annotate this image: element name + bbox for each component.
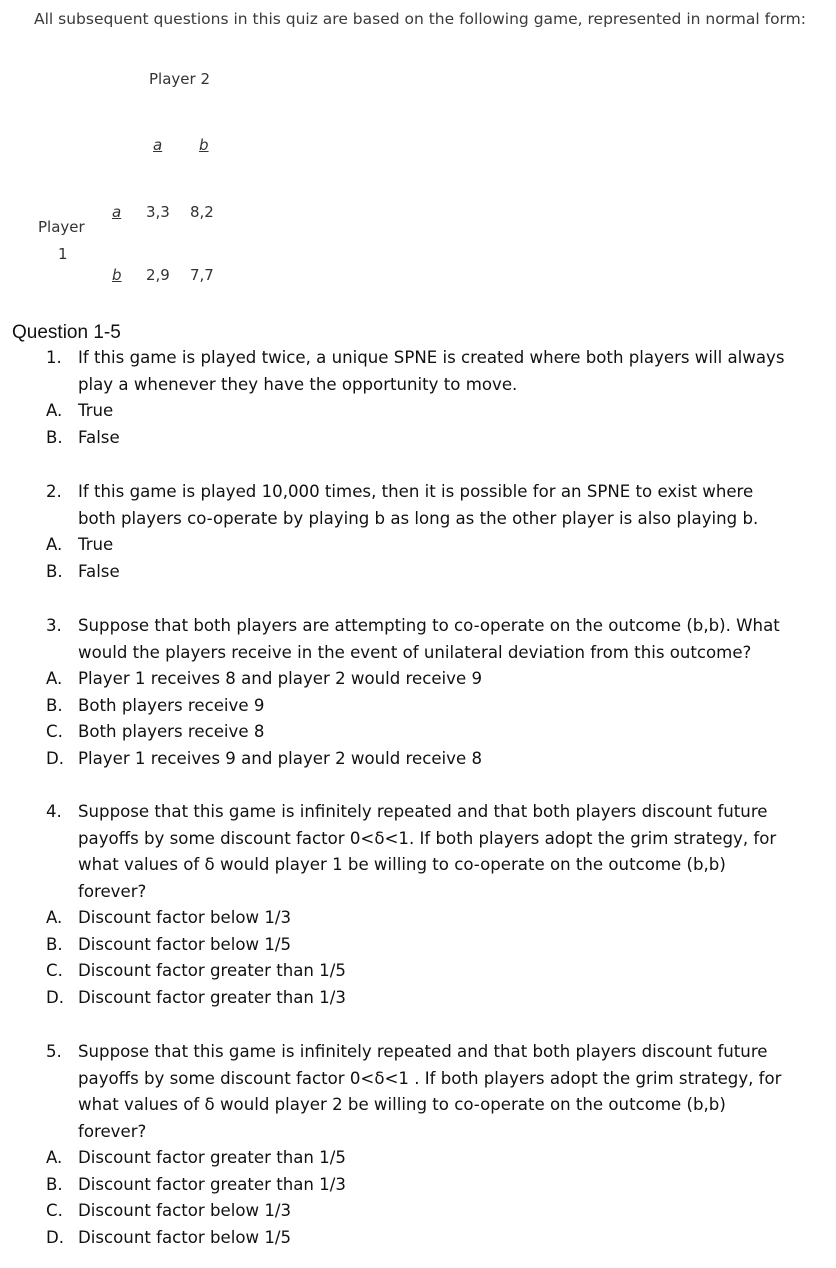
option-text: Discount factor greater than 1/3 [78,1174,346,1194]
payoff-cell-bb: 7,7 [190,266,214,284]
intro-text: All subsequent questions in this quiz are based on the following game, represented in normal form: [34,10,806,28]
question-number: 3. [46,616,62,635]
option-text: Discount factor below 1/5 [78,934,292,954]
answer-option-c[interactable] [46,719,806,746]
option-text: Discount factor greater than 1/5 [78,1148,346,1167]
section-title: Question 1-5 [12,322,121,343]
answer-option-c[interactable] [46,958,806,985]
option-letter: B. [46,1174,63,1194]
stem-line: both players co-operate by playing b as long as the other player is also playing b. [78,508,759,528]
option-letter: A. [46,535,63,554]
answer-option-a[interactable] [46,398,806,425]
answer-option-c[interactable] [46,1198,806,1225]
answer-option-b[interactable] [46,1172,806,1199]
option-text: Both players receive 8 [78,722,265,741]
col-strategy-b: b [199,136,209,154]
player1-label: Player [38,218,85,236]
answer-option-b[interactable] [46,559,806,586]
answer-option-a[interactable] [46,905,806,932]
answer-option-d[interactable] [46,1225,806,1252]
stem-line: payoffs by some discount factor 0<δ<1 . If both players adopt the grim strategy, for [78,1068,782,1088]
option-letter: B. [46,695,63,715]
player1-label-number: 1 [58,245,68,263]
answer-option-d[interactable] [46,985,806,1012]
question-stem [78,479,830,532]
payoff-cell-ba: 2,9 [146,266,170,284]
payoff-cell-ab: 8,2 [190,203,214,221]
answer-option-b[interactable] [46,693,806,720]
option-letter: B. [46,561,63,581]
stem-line: play a whenever they have the opportunity to move. [78,374,518,394]
option-letter: C. [46,961,63,980]
option-letter: C. [46,1201,63,1220]
payoff-cell-aa: 3,3 [146,203,170,221]
option-letter: D. [46,987,65,1007]
stem-line: If this game is played 10,000 times, then it is possible for an SPNE to exist where [78,482,754,501]
question-stem [78,799,830,905]
answer-option-a[interactable] [46,1145,806,1172]
row-strategy-a: a [112,203,122,221]
stem-line: forever? [78,1121,147,1141]
question-number: 5. [46,1042,62,1061]
question-number: 1. [46,348,62,367]
option-letter: B. [46,934,63,954]
option-text: Discount factor below 1/3 [78,1201,292,1220]
option-text: Discount factor greater than 1/5 [78,961,346,980]
option-text: False [78,561,120,581]
option-text: Player 1 receives 8 and player 2 would receive 9 [78,669,483,688]
option-letter: B. [46,427,63,447]
option-letter: D. [46,1227,65,1247]
answer-option-b[interactable] [46,425,806,452]
option-text: Discount factor greater than 1/3 [78,987,346,1007]
stem-line: Suppose that both players are attempting to co-operate on the outcome (b,b). What [78,616,780,635]
option-text: Both players receive 9 [78,695,265,715]
option-letter: A. [46,1148,63,1167]
option-text: True [78,401,114,420]
option-text: True [78,535,114,554]
stem-line: payoffs by some discount factor 0<δ<1. If both players adopt the grim strategy, for [78,828,777,848]
stem-line: Suppose that this game is infinitely repeated and that both players discount future [78,1042,768,1061]
option-letter: A. [46,401,63,420]
option-text: Discount factor below 1/5 [78,1227,292,1247]
stem-line: would the players receive in the event of unilateral deviation from this outcome? [78,642,752,662]
player2-label: Player 2 [149,70,210,88]
row-strategy-b: b [112,266,122,284]
answer-option-b[interactable] [46,932,806,959]
payoff-matrix [0,0,836,300]
question-stem [78,345,830,398]
question-stem [78,613,830,666]
col-strategy-a: a [153,136,163,154]
stem-line: Suppose that this game is infinitely repeated and that both players discount future [78,802,768,821]
stem-line: forever? [78,881,147,901]
stem-line: what values of δ would player 1 be willing to co-operate on the outcome (b,b) [78,855,726,874]
stem-line: what values of δ would player 2 be willing to co-operate on the outcome (b,b) [78,1095,726,1114]
answer-option-a[interactable] [46,532,806,559]
question-stem [78,1039,830,1145]
question-number: 2. [46,482,62,501]
option-text: False [78,427,120,447]
option-letter: C. [46,722,63,741]
option-letter: D. [46,748,65,768]
option-letter: A. [46,669,63,688]
stem-line: If this game is played twice, a unique SPNE is created where both players will always [78,348,785,367]
question-number: 4. [46,802,62,821]
option-text: Discount factor below 1/3 [78,908,292,927]
option-text: Player 1 receives 9 and player 2 would receive 8 [78,748,483,768]
answer-option-d[interactable] [46,746,806,773]
answer-option-a[interactable] [46,666,806,693]
option-letter: A. [46,908,63,927]
